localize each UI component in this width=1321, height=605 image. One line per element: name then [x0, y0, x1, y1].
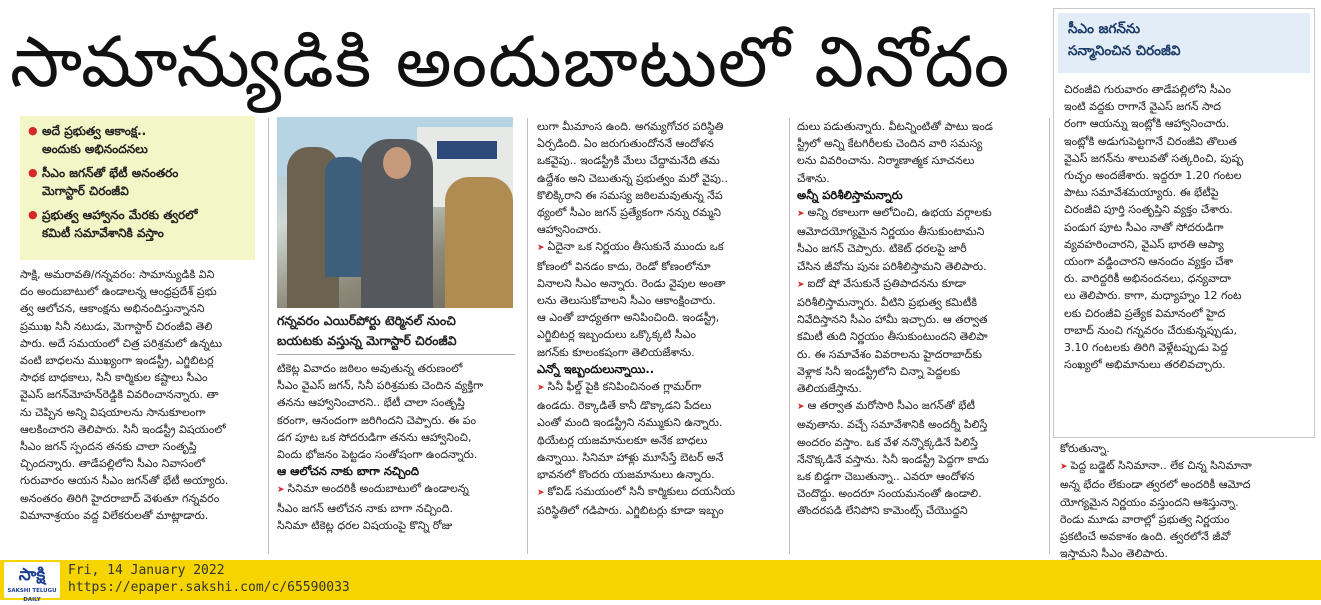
text-line-content: సాధక బాధకాలు, సినీ కార్మికుల కష్టాలు సీఎం — [20, 371, 208, 385]
text-line-content: కోరుతున్నా. — [1060, 442, 1110, 455]
text-line — [1064, 219, 1304, 236]
text-line-content: చెందొద్దు. అందరూ సంయమనంతో ఉండాలి. — [797, 487, 982, 501]
text-line — [797, 468, 1045, 485]
text-line — [537, 275, 785, 292]
news-photo — [277, 117, 513, 308]
text-line-content: ఇస్తామని సీఎం తెలిపారు. — [1060, 547, 1168, 561]
text-line-content: ఉండదు. రెక్కాడితే కానీ డొక్కాడని పేదలు — [537, 399, 712, 413]
text-line-content: రంగా ఆయన్ను ఇంట్లోకి ఆహ్వానించారు. — [1064, 117, 1230, 131]
text-line-content: చిరంజీవి గురువారం తాడేపల్లిలోని సీఎం — [1064, 83, 1231, 96]
text-line-content: రు. వారిద్దరికీ అభినందనలు, ధన్యవాదా — [1064, 272, 1231, 286]
text-line-content: లకు చిరంజీవి ప్రత్యేక విమానంలో హైద — [1064, 306, 1226, 320]
text-line — [537, 466, 785, 483]
text-line — [537, 449, 785, 466]
text-line — [797, 258, 1045, 275]
text-line — [537, 483, 785, 502]
text-line-content: అవుతాను. వచ్చే సమావేశానికి అందర్నీ పిలిస్తే — [797, 418, 988, 432]
text-line-content: పెద్ద బడ్జెట్ సినిమానా.. లేక చిన్న సినిమానా — [1070, 459, 1252, 473]
text-line — [797, 416, 1045, 433]
highlight-line: కమిటీ సమావేశానికి వస్తాం — [42, 226, 164, 240]
text-line-content: అన్న భేదం లేకుండా త్వరలో అందరికీ ఆమోద — [1060, 478, 1251, 492]
text-line — [20, 386, 260, 403]
text-line — [20, 438, 260, 455]
text-line-content: లను తెలుసుకోవాలని సీఎం ఆకాంక్షించారు. — [537, 294, 716, 308]
text-line — [20, 369, 260, 386]
text-line — [537, 258, 785, 275]
text-line-content: చిరంజీవి పూర్తి సంతృప్తిని వ్యక్తం చేశారు. — [1064, 203, 1233, 217]
text-line — [20, 455, 260, 472]
epaper-link[interactable]: https://epaper.sakshi.com/c/65590033 — [68, 580, 350, 595]
text-line — [20, 490, 260, 507]
text-line — [797, 223, 1045, 240]
text-line — [537, 118, 785, 135]
arrow-icon: ➤ — [1060, 462, 1068, 473]
text-line — [537, 502, 785, 519]
text-line — [277, 394, 517, 411]
text-line — [797, 380, 1045, 397]
text-line — [20, 421, 260, 438]
text-line-content: భావనలో కొందరు యజమానులు ఉన్నారు. — [537, 468, 715, 482]
text-line-content: విందు భోజనం పెట్టడం సంతోషంగా ఉందన్నారు. — [277, 448, 478, 462]
sidebar-box — [1053, 8, 1315, 438]
bullet-icon: ● — [28, 166, 38, 179]
text-line — [537, 152, 785, 169]
text-line-content: ఆలకించారని తెలిపారు. సినీ ఇండస్ట్రీ విషయంలో — [20, 422, 226, 436]
highlight-line: సీఎం జగన్‌తో భేటీ అనంతరం — [42, 166, 179, 180]
text-line-content: నేనొక్కడినే వస్తాను. సినీ ఇండస్ట్రీ పెద్దగా కాదు — [797, 452, 989, 466]
footer-bar — [0, 560, 1321, 603]
text-line-content: జగన్‌కు కూలంకషంగా తెలియజేశాను. — [537, 345, 695, 359]
sidebar-body — [1054, 77, 1314, 377]
text-line — [537, 326, 785, 343]
text-line — [797, 328, 1045, 345]
text-line-content: రు. ఈ సమావేశం వివరాలను హైదరాబాద్‌కు — [797, 347, 982, 361]
text-line-content: లు తెలిపారు. కాగా, మధ్యాహ్నం 12 గంట — [1064, 289, 1242, 303]
text-line — [537, 170, 785, 187]
text-line — [20, 300, 260, 317]
photo-caption — [277, 311, 515, 355]
text-line-content: తనను ఆహ్వానించారని.. భేటీ చాలా సంతృప్తి — [277, 396, 465, 410]
text-line-content: కరంగా, ఆనందంగా జరిగిందని చెప్పారు. ఈ పం — [277, 413, 477, 427]
article-column-2 — [277, 360, 517, 534]
text-line-content: ఎంతో మంది ఇండస్ట్రీని నమ్ముకుని ఉన్నారు. — [537, 416, 723, 430]
text-line — [1064, 305, 1304, 322]
text-line — [1064, 201, 1304, 218]
text-line — [537, 309, 785, 326]
text-line-content: ఏదైనా ఒక నిర్ణయం తీసుకునే ముందు ఒక — [547, 240, 724, 254]
text-line — [277, 480, 517, 499]
text-line — [1064, 270, 1304, 287]
text-line — [1064, 81, 1304, 98]
text-line — [537, 187, 785, 204]
text-line — [797, 346, 1045, 363]
text-line-content: ఇంటి వద్దకు రాగానే వైఎస్ జగన్ సాద — [1064, 100, 1222, 114]
arrow-icon: ➤ — [797, 209, 805, 220]
text-line — [277, 412, 517, 429]
arrow-icon: ➤ — [797, 279, 805, 290]
text-line — [20, 404, 260, 421]
text-line — [277, 500, 517, 517]
highlight-item — [28, 164, 247, 200]
text-line-content: గురువారం ఆయన సీఎం జగన్‌తో భేటీ అయ్యారు. — [20, 474, 229, 488]
text-line-content: పాటు సమావేశమయ్యారు. ఈ భేటీపై — [1064, 186, 1219, 200]
text-line — [537, 344, 785, 361]
arrow-icon: ➤ — [537, 488, 545, 499]
text-line — [797, 170, 1045, 187]
text-line — [20, 472, 260, 489]
bullet-icon: ● — [28, 208, 38, 221]
text-line — [277, 429, 517, 446]
text-line — [797, 311, 1045, 328]
text-line — [1064, 184, 1304, 201]
subheading: అన్నీ పరిశీలిస్తామన్నారు — [797, 187, 903, 202]
caption-line: బయటకు వస్తున్న మెగాస్టార్ చిరంజీవి — [277, 333, 457, 348]
text-line — [20, 335, 260, 352]
text-line-content: ఉన్నాయి. సినిమా హాళ్లు మూసేస్తే బెటర్ అనే — [537, 450, 724, 464]
text-line — [797, 135, 1045, 152]
text-line-content: ఏర్పడింది. ఏం జరుగుతుందోననే ఆందోళన — [537, 137, 714, 151]
text-line-content: సినిమా టికెట్ల ధరల విషయంపై కొన్ని రోజు — [277, 518, 453, 532]
article-column-3 — [537, 118, 785, 520]
text-line — [1064, 167, 1304, 184]
text-line — [1064, 287, 1304, 304]
text-line — [20, 352, 260, 369]
text-line-content: సీఎం జగన్ స్పందన తనకు చాలా సంతృప్తి — [20, 440, 197, 454]
text-line — [1060, 476, 1316, 493]
arrow-icon: ➤ — [277, 485, 285, 496]
text-line — [537, 204, 785, 221]
text-line — [1064, 236, 1304, 253]
article-column-1 — [20, 266, 260, 524]
text-line-content: వినాలని సీఎం అన్నారు. రెండు వైపుల అంతా — [537, 276, 726, 290]
text-line-content: స్ట్రీలో అన్ని కేటగిరీలకు చెందిన వారి సమస్య — [797, 137, 983, 151]
text-line — [797, 240, 1045, 257]
text-line-content: ప్రకటించే అవకాశం ఉంది. త్వరలోనే జీవో — [1060, 530, 1231, 544]
text-line-content: రాబాద్ నుంచి గన్నవరం చేరుకున్నప్పుడు, — [1064, 323, 1237, 337]
text-line-content: థ్యంలో సీఎం జగన్ ప్రత్యేకంగా నన్ను రమ్మని — [537, 206, 722, 220]
highlight-line: అదే ప్రభుత్వ ఆకాంక్ష.. — [42, 124, 147, 138]
text-line — [1064, 98, 1304, 115]
text-line — [797, 502, 1045, 519]
text-line-content: లుగా మీమాంస ఉంది. అగమ్యగోచర పరిస్థితి — [537, 120, 724, 133]
text-line-content: చేసిన జీవోను పునః పరిశీలిస్తామని తెలిపారు. — [797, 259, 987, 273]
highlight-item — [28, 122, 247, 158]
article-column-5 — [1060, 440, 1316, 562]
text-line-content: వైఎస్ జగన్‌మోహన్‌రెడ్డికి వివరించానన్నారు. తా — [20, 388, 219, 402]
caption-line: గన్నవరం ఎయిర్‌పోర్టు టెర్మినల్ నుంచి — [277, 313, 456, 328]
text-line-content: సాక్షి, అమరావతి/గన్నవరం: సామాన్యుడికి విని — [20, 268, 215, 281]
text-line-content: గుచ్ఛం అందజేశారు. ఇద్దరూ 1.20 గంటల — [1064, 169, 1242, 183]
logo-subtext: SAKSHI TELUGU DAILY — [7, 588, 57, 603]
text-line-content: కోవిడ్ సమయంలో సినీ కార్మికులు దయనీయ — [547, 485, 735, 499]
text-line-content: పారు. అదే సమయంలో చిత్ర పరిశ్రమలో ఉన్నటు — [20, 336, 223, 350]
text-line-content: చేశాను. — [797, 171, 830, 185]
sidebar-title — [1058, 13, 1310, 73]
text-line — [537, 432, 785, 449]
highlight-line: ప్రభుత్వ ఆహ్వానం మేరకు త్వరలో — [42, 208, 198, 222]
text-line-content: రెండు మూడు వారాల్లో ప్రభుత్వ నిర్ణయం — [1060, 512, 1230, 526]
text-line — [1060, 528, 1316, 545]
text-line-content: పరిశీలిస్తామన్నారు. వీటిని ప్రభుత్వ కమిటీకి — [797, 296, 977, 310]
text-line-content: ఆ ఎంతో బాధ్యతగా అనిపించింది. ఇండస్ట్రీ, — [537, 311, 720, 325]
text-line-content: కొలిక్కిరాని ఈ సమస్య జఠిలమవుతున్న నేప — [537, 188, 723, 202]
text-line-content: సీఎం జగన్ చెప్పారు. టికెట్ ధరలపై జారీ — [797, 242, 967, 256]
text-line — [537, 135, 785, 152]
headline: సామాన్యుడికి అందుబాటులో వినోదం — [10, 21, 1011, 103]
text-line — [797, 397, 1045, 416]
text-line — [277, 360, 517, 377]
text-line-content: వంటి బాధలను ముఖ్యంగా ఇండస్ట్రీ, ఎగ్జిబిటర్ల — [20, 354, 214, 368]
text-line — [20, 318, 260, 335]
text-line — [20, 283, 260, 300]
text-line — [797, 152, 1045, 169]
text-line — [1064, 322, 1304, 339]
text-line-content: ఐదో షో వేసుకునే ప్రతిపాదనను కూడా — [807, 276, 967, 290]
text-line-content: టికెట్ల వివాదం జఠిలం అవుతున్న తరుణంలో — [277, 362, 463, 375]
sidebar-title-line: సీఎం జగన్‌ను — [1068, 21, 1140, 37]
text-line-content: త్వ ఆలోచన, ఆకాంక్షను అభినందిస్తున్నానని — [20, 302, 205, 316]
text-line-content: కమిటీ తుది నిర్ణయం తీసుకుంటుందని తెలిపా — [797, 330, 988, 344]
text-line-content: అనంతరం తిరిగి హైదరాబాద్ వెళుతూ గన్నవరం — [20, 491, 220, 505]
text-line — [797, 363, 1045, 380]
subheading: ఆ ఆలోచన నాకు బాగా నచ్చింది — [277, 464, 419, 479]
text-line — [277, 377, 517, 394]
text-line-content: డగ పూట ఒక సోదరుడిగా తనను ఆహ్వానించి, — [277, 430, 472, 444]
text-line — [797, 118, 1045, 135]
text-line — [797, 294, 1045, 311]
arrow-icon: ➤ — [537, 383, 545, 394]
text-line-content: వెళ్లాక సినీ ఇండస్ట్రీలోని చిన్నా పెద్దలకు — [797, 364, 961, 378]
text-line-content: ఒక బిడ్డగా చెబుతున్నా.. ఎవరూ ఆందోళన — [797, 470, 975, 484]
highlight-line: అందుకు అభినందనలు — [42, 142, 148, 156]
arrow-icon: ➤ — [537, 243, 545, 254]
text-line-content: ఎగ్జిబిటర్ల ఇబ్బందులు ఒక్కొక్కటి సీఎం — [537, 328, 696, 342]
text-line-content: సంఖ్యలో అభిమానులు తరలివచ్చారు. — [1064, 358, 1226, 372]
text-line — [1064, 253, 1304, 270]
sidebar-title-line: సన్మానించిన చిరంజీవి — [1068, 43, 1181, 59]
text-line — [1060, 511, 1316, 528]
text-line — [797, 485, 1045, 502]
highlights-box — [20, 116, 255, 260]
text-line-content: అందరం వస్తాం. ఒక వేళ నన్నొక్కడినే పిలిస్తే — [797, 435, 978, 449]
text-line-content: తొందరపడి లేనిపోని కామెంట్స్ చేయొద్దని — [797, 504, 968, 518]
text-line-content: ఆహ్వానించారు. — [537, 223, 602, 237]
text-line — [1064, 133, 1304, 150]
highlight-item — [28, 206, 247, 242]
text-line — [1060, 494, 1316, 511]
text-line-content: ఆమోదయోగ్యమైన నిర్ణయం తీసుకుంటామని — [797, 225, 985, 239]
text-line — [277, 446, 517, 463]
text-line-content: సినీ ఫీల్డ్ పైకి కనిపించినంత గ్లామర్‌గా — [547, 380, 702, 394]
sakshi-logo[interactable] — [4, 562, 60, 603]
text-line — [537, 378, 785, 397]
text-line — [537, 292, 785, 309]
text-line-content: పండుగ పూట సీఎం నాతో సోదరుడిగా — [1064, 220, 1224, 234]
text-line — [20, 266, 260, 283]
text-line — [1064, 115, 1304, 132]
text-line — [797, 204, 1045, 223]
text-line — [537, 221, 785, 238]
text-line-content: తెలియజేస్తాను. — [797, 382, 862, 396]
text-line — [20, 507, 260, 524]
text-line-content: 3.10 గంటలకు తిరిగి వెళ్లేటప్పుడు పెద్ద — [1064, 341, 1228, 355]
text-line-content: సీఎం జగన్ ఆలోచన నాకు బాగా నచ్చింది. — [277, 501, 453, 515]
text-line-content: సినిమా అందరికీ అందుబాటులో ఉండాలన్న — [287, 482, 469, 496]
text-line — [797, 275, 1045, 294]
arrow-icon: ➤ — [797, 402, 805, 413]
text-line-content: సీఎం వైఎస్ జగన్, సినీ పరిశ్రమకు చెందిన వ్యక్తిగా — [277, 379, 484, 393]
article-column-4 — [797, 118, 1045, 520]
text-line-content: చ్చిందన్నారు. తాడేపల్లిలోని సీఎం నివాసంలో — [20, 457, 206, 471]
text-line-content: వ్యవహరించారని, వైఎస్ భారతి ఆప్యా — [1064, 237, 1224, 251]
text-line — [1060, 457, 1316, 476]
text-line-content: యంగా వడ్డించారని ఆనందం వ్యక్తం చేశా — [1064, 255, 1234, 269]
text-line-content: ను చెప్పిన అన్ని విషయాలను సానుకూలంగా — [20, 405, 206, 419]
text-line-content: వైఎస్ జగన్‌ను శాలువతో సత్కరించి, పుష్ప — [1064, 151, 1244, 165]
text-line — [537, 397, 785, 414]
text-line — [277, 517, 517, 534]
bullet-icon: ● — [28, 124, 38, 137]
text-line-content: యోగ్యమైన నిర్ణయం వస్తుందని ఆశిస్తున్నా. — [1060, 495, 1239, 509]
text-line-content: కోణంలో వినడం కాదు, రెండో కోణంలోనూ — [537, 259, 711, 273]
subheading: ఎన్నో ఇబ్బందులున్నాయి.. — [537, 361, 655, 376]
text-line-content: దులు పడుతున్నారు. వీటన్నింటితో పాటు ఇండ — [797, 120, 993, 133]
text-line — [797, 451, 1045, 468]
logo-text: సాక్షి — [18, 565, 46, 585]
text-line — [537, 238, 785, 257]
text-line — [1064, 150, 1304, 167]
text-line-content: ప్రముఖ సినీ నటుడు, మెగాస్టార్ చిరంజీవి తెలి — [20, 319, 213, 333]
text-line-content: నివేదిస్తానని సీఎం హామీ ఇచ్చారు. ఆ తర్వాత — [797, 313, 988, 327]
highlight-line: మెగాస్టార్ చిరంజీవి — [42, 184, 129, 198]
text-line-content: థియేటర్ల యజమానులకూ అనేక బాధలు — [537, 433, 708, 447]
edition-date: Fri, 14 January 2022 — [68, 563, 225, 578]
text-line-content: ఉద్దేశం అని చెబుతున్న ప్రభుత్వం మరో వైపు.. — [537, 171, 728, 185]
text-line-content: అన్ని రకాలుగా ఆలోచించి, ఉభయ వర్గాలకు — [807, 206, 992, 220]
text-line-content: ఒకవైపు.. ఇండస్ట్రీకి మేలు చేద్దామనేది తమ — [537, 154, 720, 168]
text-line-content: లను వివరించాను. నిర్మాణాత్మక సూచనలు — [797, 154, 975, 168]
text-line-content: పరిస్థితిలో గడిపారు. ఎగ్జిబిటర్లు కూడా ఇబ్బం — [537, 504, 724, 518]
text-line-content: విమానాశ్రయం వద్ద విలేకరులతో మాట్లాడారు. — [20, 508, 209, 522]
text-line — [1064, 339, 1304, 356]
text-line — [797, 434, 1045, 451]
text-line-content: ఆ తర్వాత మరోసారి సీఎం జగన్‌తో భేటీ — [807, 399, 975, 413]
text-line-content: ఇంట్లోకి అడుగుపెట్టగానే చిరంజీవి తొలుత — [1064, 134, 1237, 148]
text-line — [1060, 440, 1316, 457]
text-line-content: దం అందుబాటులో ఉండాలన్న ఆంధ్రప్రదేశ్ ప్రభు — [20, 285, 217, 299]
text-line — [1064, 356, 1304, 373]
text-line — [537, 414, 785, 431]
